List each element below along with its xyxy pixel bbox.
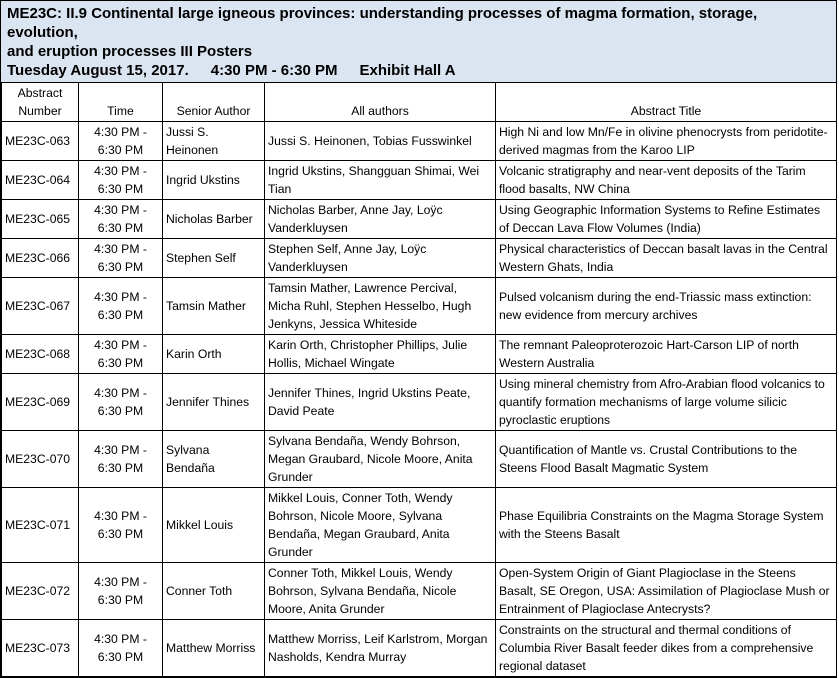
table-row	[2, 431, 837, 488]
time-cell-text: 6:30 PM	[97, 221, 144, 235]
session-time: 4:30 PM - 6:30 PM	[210, 62, 338, 79]
all-authors-cell	[265, 620, 496, 677]
time-cell	[79, 161, 163, 200]
abstract-number-cell	[2, 374, 79, 431]
table-row	[2, 374, 837, 431]
abstract-number-cell	[2, 335, 79, 374]
all-authors-cell-text: Ingrid Ukstins, Shangguan Shimai, Wei Tian	[268, 164, 480, 196]
abstract-number-cell-text: ME23C-072	[5, 584, 71, 598]
table-row	[2, 161, 837, 200]
abstract-number-cell	[2, 239, 79, 278]
abstract-title-cell-text: Volcanic stratigraphy and near-vent deposits of the Tarim flood basalts, NW China	[499, 164, 806, 196]
all-authors-cell-text: Karin Orth, Christopher Phillips, Julie Hollis, Michael Wingate	[268, 338, 468, 370]
time-cell-text: 4:30 PM -	[94, 203, 147, 217]
column-header-number-line2: Number	[18, 104, 62, 118]
all-authors-cell	[265, 239, 496, 278]
all-authors-cell-text: Matthew Morriss, Leif Karlstrom, Morgan Nasholds, Kendra Murray	[268, 632, 488, 664]
abstract-number-cell-text: ME23C-068	[5, 347, 71, 361]
time-cell-text: 6:30 PM	[97, 593, 144, 607]
time-cell-text: 4:30 PM -	[94, 164, 147, 178]
session-info-line	[7, 61, 830, 80]
abstract-number-cell-text: ME23C-071	[5, 518, 71, 532]
abstract-number-cell	[2, 200, 79, 239]
abstract-title-cell	[496, 161, 837, 200]
table-row	[2, 239, 837, 278]
time-cell-text: 4:30 PM -	[94, 125, 147, 139]
time-cell-text: 4:30 PM -	[94, 242, 147, 256]
table-header-row	[2, 83, 837, 122]
time-cell	[79, 239, 163, 278]
senior-author-cell	[163, 335, 265, 374]
all-authors-cell	[265, 335, 496, 374]
abstract-number-cell-text: ME23C-067	[5, 299, 71, 313]
column-header-number	[2, 83, 79, 122]
time-cell-text: 4:30 PM -	[94, 509, 147, 523]
all-authors-cell	[265, 563, 496, 620]
time-cell-text: 4:30 PM -	[94, 575, 147, 589]
all-authors-cell	[265, 488, 496, 563]
abstract-number-cell-text: ME23C-069	[5, 395, 71, 409]
abstract-number-cell-text: ME23C-070	[5, 452, 71, 466]
table-row	[2, 335, 837, 374]
abstract-title-cell	[496, 563, 837, 620]
time-cell	[79, 563, 163, 620]
column-header-number-line1: Abstract	[17, 86, 63, 100]
all-authors-cell-text: Stephen Self, Anne Jay, Loÿc Vanderkluysen	[268, 242, 427, 274]
all-authors-cell-text: Jennifer Thines, Ingrid Ukstins Peate, David Peate	[268, 386, 471, 418]
abstract-number-cell	[2, 620, 79, 677]
abstract-number-cell	[2, 278, 79, 335]
table-row	[2, 563, 837, 620]
abstract-number-cell-text: ME23C-064	[5, 173, 71, 187]
table-row	[2, 488, 837, 563]
senior-author-cell-text: Sylvana Bendaña	[166, 443, 215, 475]
time-cell-text: 6:30 PM	[97, 308, 144, 322]
time-cell	[79, 200, 163, 239]
senior-author-cell-text: Conner Toth	[166, 584, 233, 598]
senior-author-cell-text: Nicholas Barber	[166, 212, 253, 226]
all-authors-cell	[265, 278, 496, 335]
time-cell-text: 4:30 PM -	[94, 338, 147, 352]
time-cell-text: 6:30 PM	[97, 461, 144, 475]
time-cell-text: 6:30 PM	[97, 356, 144, 370]
time-cell-text: 4:30 PM -	[94, 632, 147, 646]
all-authors-cell-text: Jussi S. Heinonen, Tobias Fusswinkel	[268, 134, 472, 148]
session-date: Tuesday August 15, 2017.	[7, 62, 189, 79]
time-cell-text: 6:30 PM	[97, 527, 144, 541]
abstract-title-cell-text: Constraints on the structural and thermal conditions of Columbia River Basalt feeder dikes from a comprehensive regional dataset	[499, 623, 814, 673]
abstract-number-cell-text: ME23C-073	[5, 641, 71, 655]
table-row	[2, 200, 837, 239]
senior-author-cell	[163, 488, 265, 563]
table-row	[2, 278, 837, 335]
senior-author-cell	[163, 278, 265, 335]
time-cell-text: 6:30 PM	[97, 404, 144, 418]
time-cell	[79, 431, 163, 488]
senior-author-cell-text: Tamsin Mather	[166, 299, 246, 313]
time-cell-text: 6:30 PM	[97, 260, 144, 274]
senior-author-cell-text: Jennifer Thines	[166, 395, 250, 409]
time-cell-text: 6:30 PM	[97, 143, 144, 157]
abstract-title-cell	[496, 200, 837, 239]
senior-author-cell-text: Mikkel Louis	[166, 518, 234, 532]
all-authors-cell-text: Tamsin Mather, Lawrence Percival, Micha Ruhl, Stephen Hesselbo, Hugh Jenkyns, Jessica Whiteside	[268, 281, 472, 331]
abstract-title-cell-text: Using Geographic Information Systems to Refine Estimates of Deccan Lava Flow Volumes (India)	[499, 203, 821, 235]
abstract-title-cell-text: Open-System Origin of Giant Plagioclase in the Steens Basalt, SE Oregon, USA: Assimilation of Plagioclase Mush or Entrainment of Plagioclase Antecrysts?	[499, 566, 830, 616]
abstract-number-cell-text: ME23C-063	[5, 134, 71, 148]
abstract-title-cell-text: Physical characteristics of Deccan basalt lavas in the Central Western Ghats, India	[499, 242, 828, 274]
column-header-time: Time	[79, 83, 163, 122]
abstract-title-cell-text: Quantification of Mantle vs. Crustal Contributions to the Steens Flood Basalt Magmatic System	[499, 443, 798, 475]
abstract-title-cell-text: The remnant Paleoproterozoic Hart-Carson LIP of north Western Australia	[499, 338, 799, 370]
time-cell	[79, 374, 163, 431]
abstract-table	[1, 83, 837, 677]
all-authors-cell-text: Nicholas Barber, Anne Jay, Loÿc Vanderkluysen	[268, 203, 443, 235]
abstract-title-cell	[496, 278, 837, 335]
senior-author-cell-text: Matthew Morriss	[166, 641, 256, 655]
column-header-abstract-title: Abstract Title	[496, 83, 837, 122]
abstract-title-cell	[496, 374, 837, 431]
time-cell	[79, 122, 163, 161]
senior-author-cell	[163, 161, 265, 200]
table-row	[2, 122, 837, 161]
time-cell-text: 4:30 PM -	[94, 386, 147, 400]
time-cell-text: 4:30 PM -	[94, 443, 147, 457]
column-header-all-authors: All authors	[265, 83, 496, 122]
senior-author-cell-text: Karin Orth	[166, 347, 222, 361]
senior-author-cell	[163, 431, 265, 488]
senior-author-cell	[163, 563, 265, 620]
table-body	[2, 122, 837, 677]
all-authors-cell-text: Conner Toth, Mikkel Louis, Wendy Bohrson, Sylvana Bendaña, Nicole Moore, Anita Grunder	[268, 566, 457, 616]
abstract-title-cell	[496, 620, 837, 677]
table-row	[2, 620, 837, 677]
abstract-number-cell	[2, 488, 79, 563]
abstract-title-cell-text: Pulsed volcanism during the end-Triassic mass extinction: new evidence from mercury archives	[499, 290, 812, 322]
abstract-title-cell-text: High Ni and low Mn/Fe in olivine phenocrysts from peridotite-derived magmas from the Karoo LIP	[499, 125, 828, 157]
senior-author-cell-text: Stephen Self	[166, 251, 236, 265]
time-cell	[79, 488, 163, 563]
time-cell	[79, 335, 163, 374]
all-authors-cell	[265, 161, 496, 200]
time-cell-text: 6:30 PM	[97, 650, 144, 664]
senior-author-cell-text: Jussi S. Heinonen	[166, 125, 219, 157]
all-authors-cell	[265, 200, 496, 239]
time-cell-text: 6:30 PM	[97, 182, 144, 196]
abstract-title-cell	[496, 488, 837, 563]
session-title-line1: ME23C: II.9 Continental large igneous provinces: understanding processes of magma formation, storage, evolution,	[7, 5, 758, 41]
abstract-title-cell	[496, 431, 837, 488]
senior-author-cell-text: Ingrid Ukstins	[166, 173, 240, 187]
abstract-number-cell-text: ME23C-065	[5, 212, 71, 226]
abstract-title-cell-text: Using mineral chemistry from Afro-Arabian flood volcanics to quantify formation mechanisms of large volume silicic pyroclastic eruptions	[499, 377, 825, 427]
senior-author-cell	[163, 200, 265, 239]
abstract-number-cell	[2, 431, 79, 488]
time-cell-text: 4:30 PM -	[94, 290, 147, 304]
abstract-title-cell	[496, 122, 837, 161]
time-cell	[79, 620, 163, 677]
all-authors-cell	[265, 122, 496, 161]
all-authors-cell	[265, 374, 496, 431]
abstract-number-cell	[2, 122, 79, 161]
abstract-number-cell	[2, 563, 79, 620]
senior-author-cell	[163, 239, 265, 278]
column-header-senior-author: Senior Author	[163, 83, 265, 122]
session-title-line2: and eruption processes III Posters	[7, 43, 253, 60]
abstract-title-cell	[496, 239, 837, 278]
all-authors-cell-text: Sylvana Bendaña, Wendy Bohrson, Megan Graubard, Nicole Moore, Anita Grunder	[268, 434, 473, 484]
all-authors-cell	[265, 431, 496, 488]
abstract-number-cell	[2, 161, 79, 200]
session-location: Exhibit Hall A	[359, 62, 456, 79]
time-cell	[79, 278, 163, 335]
senior-author-cell	[163, 620, 265, 677]
all-authors-cell-text: Mikkel Louis, Conner Toth, Wendy Bohrson, Nicole Moore, Sylvana Bendaña, Megan Graubard, Anita Grunder	[268, 491, 453, 559]
abstract-title-cell-text: Phase Equilibria Constraints on the Magma Storage System with the Steens Basalt	[499, 509, 824, 541]
session-header	[1, 1, 836, 83]
senior-author-cell	[163, 122, 265, 161]
abstract-title-cell	[496, 335, 837, 374]
abstract-number-cell-text: ME23C-066	[5, 251, 71, 265]
senior-author-cell	[163, 374, 265, 431]
